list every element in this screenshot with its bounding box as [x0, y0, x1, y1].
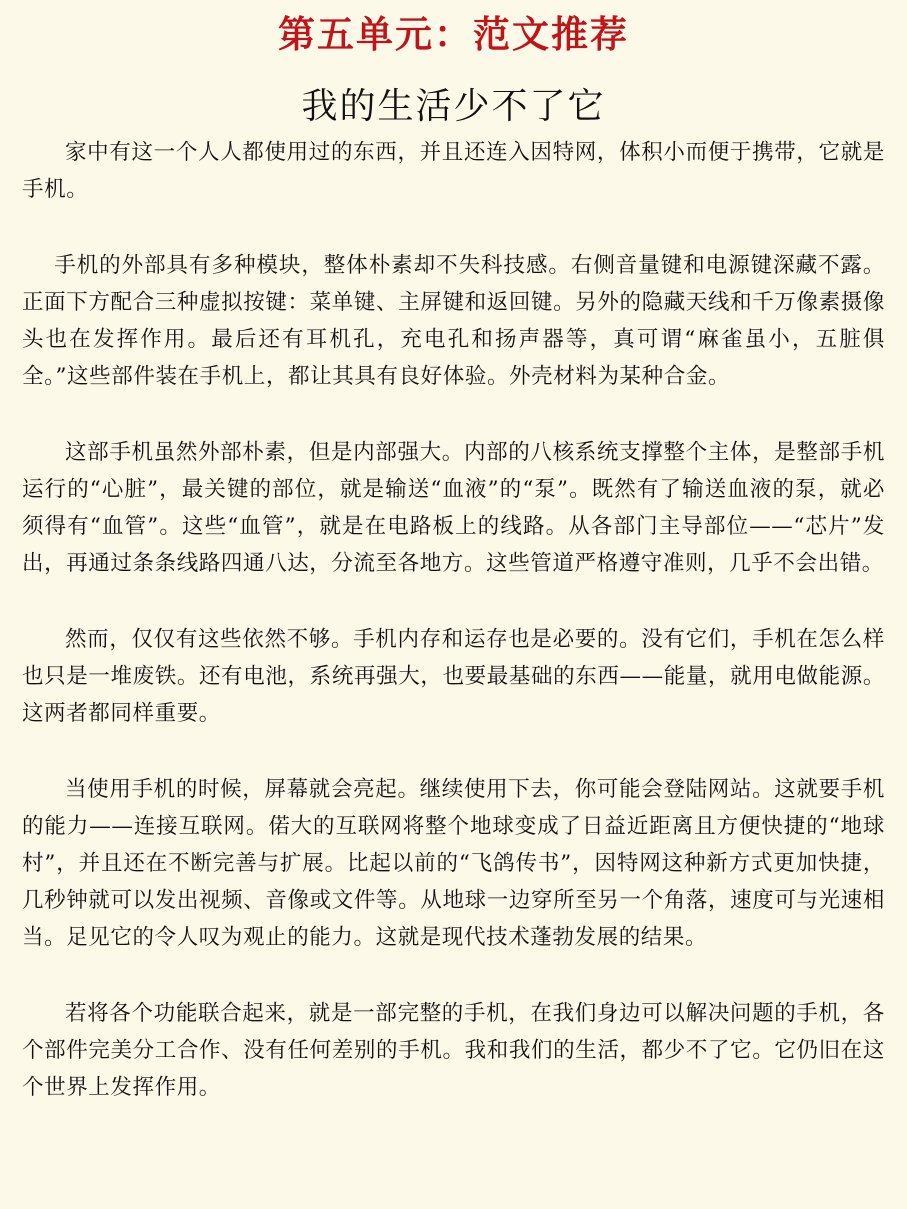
paragraph-6: 若将各个功能联合起来，就是一部完整的手机，在我们身边可以解决问题的手机，各个部件完美分工合作、没有任何差别的手机。我和我们的生活，都少不了它。它仍旧在这个世界上发挥作用。: [22, 1001, 885, 1100]
paragraph-2: 手机的外部具有多种模块，整体朴素却不失科技感。右侧音量键和电源键深藏不露。正面下方配合三种虚拟按键：菜单键、主屏键和返回键。另外的隐藏天线和千万像素摄像头也在发挥作用。最后还有耳机孔，充电孔和扬声器等，真可谓“麻雀虽小，五脏俱全。”这些部件装在手机上，都让其具有良好体验。外壳材料为某种合金。: [22, 253, 885, 389]
unit-title: 第五单元：范文推荐: [278, 12, 629, 56]
essay-body: [22, 134, 885, 1106]
paragraph-5: 当使用手机的时候，屏幕就会亮起。继续使用下去，你可能会登陆网站。这就要手机的能力——连接互联网。偌大的互联网将整个地球变成了日益近距离且方便快捷的“地球村”，并且还在不断完善与扩展。比起以前的“飞鸽传书”，因特网这种新方式更加快捷，几秒钟就可以发出视频、音像或文件等。从地球一边穿所至另一个角落，速度可与光速相当。足见它的令人叹为观止的能力。这就是现代技术蓬勃发展的结果。: [22, 777, 885, 950]
paragraph-1: 家中有这一个人人都使用过的东西，并且还连入因特网，体积小而便于携带，它就是手机。: [22, 140, 885, 202]
paragraph-4: 然而，仅仅有这些依然不够。手机内存和运存也是必要的。没有它们，手机在怎么样也只是一堆废铁。还有电池，系统再强大，也要最基础的东西——能量，就用电做能源。这两者都同样重要。: [22, 627, 885, 726]
essay-title: 我的生活少不了它: [301, 86, 606, 127]
paragraph-3: 这部手机虽然外部朴素，但是内部强大。内部的八核系统支撑整个主体，是整部手机运行的“心脏”，最关键的部位，就是输送“血液”的“泵”。既然有了输送血液的泵，就必须得有“血管”。这些“血管”，就是在电路板上的线路。从各部门主导部位——“芯片”发出，再通过条条线路四通八达，分流至各地方。这些管道严格遵守准则，几乎不会出错。: [22, 440, 885, 576]
